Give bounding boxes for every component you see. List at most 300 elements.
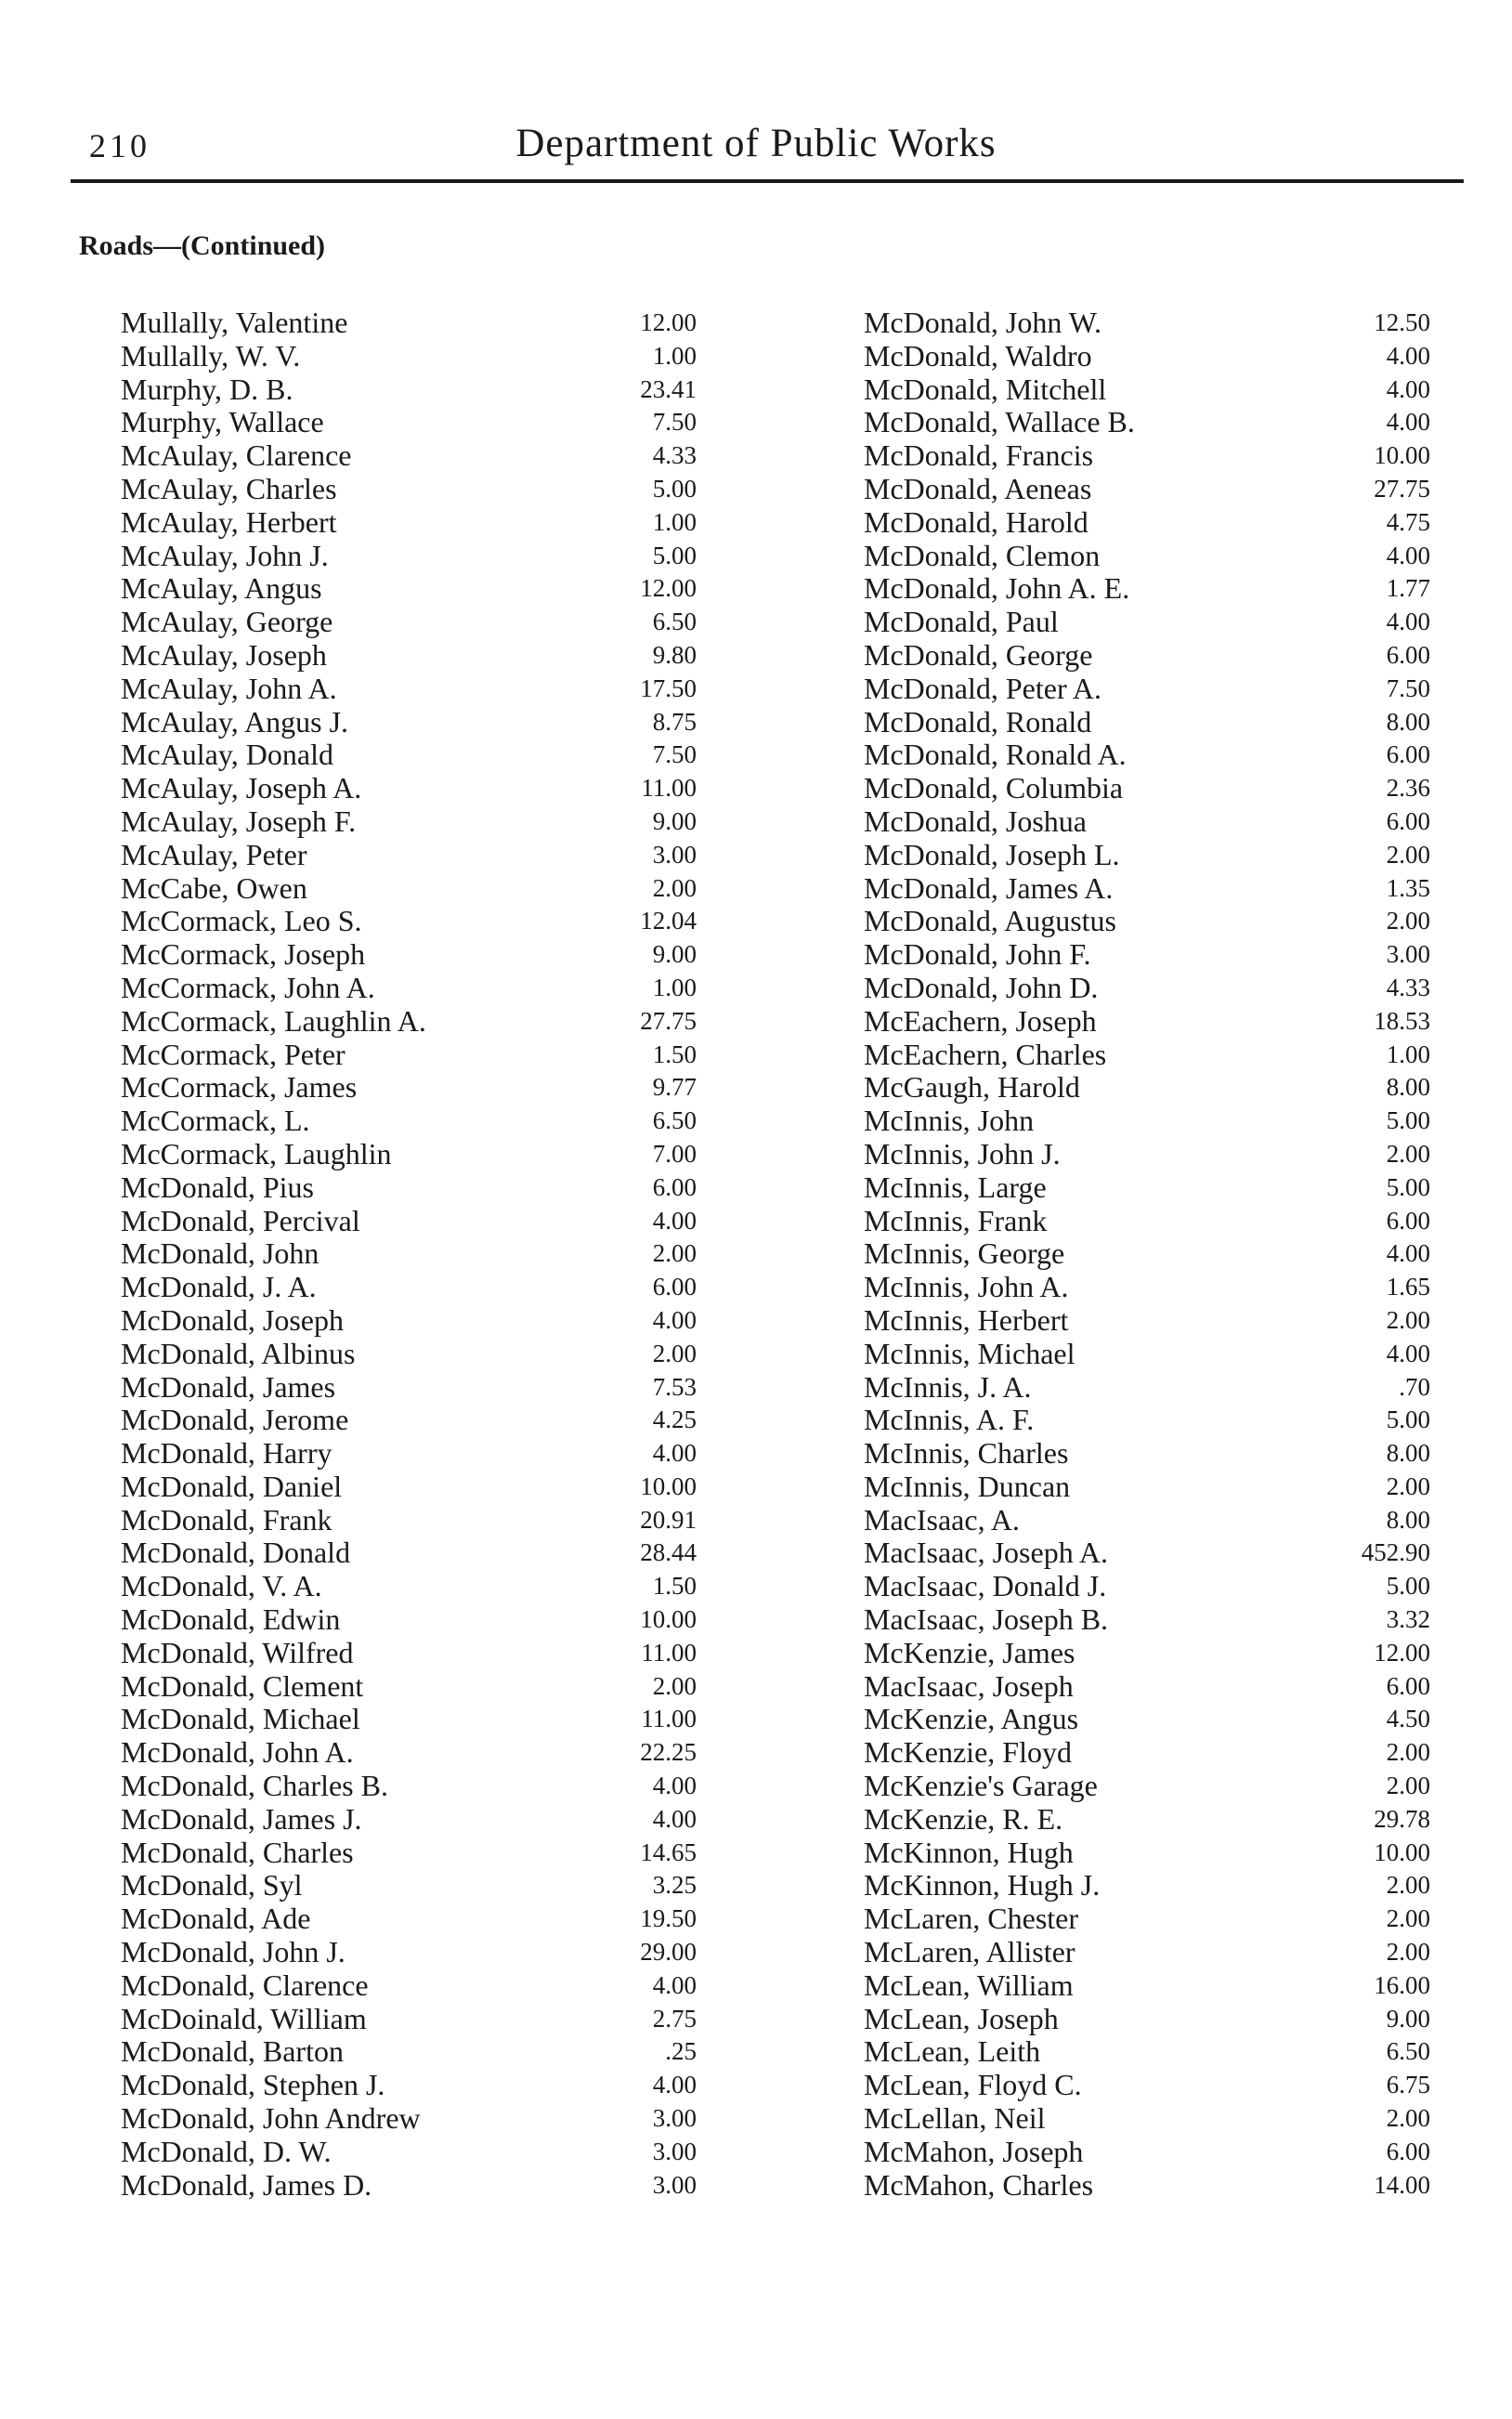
payee-name: McDonald, Charles xyxy=(121,1835,354,1869)
payment-amount: 4.00 xyxy=(652,2071,697,2099)
payee-name: Murphy, D. B. xyxy=(121,372,293,406)
payee-name: McEachern, Charles xyxy=(864,1037,1107,1071)
header-rule xyxy=(71,179,1464,183)
ledger-row xyxy=(121,1703,697,1736)
payment-amount: 4.00 xyxy=(652,1772,697,1800)
payment-amount: 4.50 xyxy=(1386,1705,1430,1733)
payment-amount: 18.53 xyxy=(1374,1006,1430,1035)
payee-name: McAulay, Peter xyxy=(121,837,307,871)
payment-amount: 2.75 xyxy=(652,2004,697,2033)
payment-amount: 7.50 xyxy=(652,740,697,769)
payee-name: McDonald, James xyxy=(121,1369,336,1404)
ledger-row xyxy=(864,1338,1430,1371)
payment-amount: 9.80 xyxy=(652,640,697,669)
payee-name: McDonald, Syl xyxy=(121,1868,303,1903)
payee-name: McDonald, Percival xyxy=(121,1203,360,1237)
payment-amount: 4.00 xyxy=(1386,408,1430,437)
ledger-row xyxy=(121,673,697,706)
left-column xyxy=(121,307,697,2202)
payment-amount: 6.00 xyxy=(1386,740,1430,769)
payment-amount: 10.00 xyxy=(640,1471,697,1500)
ledger-row xyxy=(864,307,1430,340)
payment-amount: 4.00 xyxy=(652,1206,697,1235)
payment-amount: 11.00 xyxy=(641,1638,697,1667)
ledger-row xyxy=(864,706,1430,739)
payee-name: McDonald, James J. xyxy=(121,1801,362,1836)
payee-name: McDonald, Pius xyxy=(121,1170,314,1204)
ledger-row xyxy=(864,2035,1430,2069)
payment-amount: 10.00 xyxy=(1374,441,1430,470)
ledger-row xyxy=(121,373,697,407)
ledger-row xyxy=(864,938,1430,972)
payee-name: McLaren, Chester xyxy=(864,1902,1079,1936)
payment-amount: 2.00 xyxy=(1386,2104,1430,2133)
ledger-row xyxy=(864,905,1430,938)
payment-amount: 3.00 xyxy=(652,840,697,869)
payee-name: McDonald, Joshua xyxy=(864,804,1087,838)
payee-name: McKinnon, Hugh xyxy=(864,1835,1074,1869)
payment-amount: 2.00 xyxy=(1386,1938,1430,1967)
payment-amount: 2.00 xyxy=(1386,907,1430,935)
payee-name: MacIsaac, Donald J. xyxy=(864,1569,1107,1603)
payee-name: McDonald, Paul xyxy=(864,605,1059,639)
payee-name: McLean, Leith xyxy=(864,2034,1041,2069)
ledger-row xyxy=(864,2003,1430,2036)
payment-amount: 7.50 xyxy=(1386,673,1430,702)
payment-amount: 2.00 xyxy=(1386,1904,1430,1933)
payment-amount: 3.00 xyxy=(652,2170,697,2199)
ledger-row xyxy=(121,639,697,673)
payee-name: McDonald, John A. xyxy=(121,1735,354,1770)
payee-name: McDonald, Ronald xyxy=(864,704,1092,739)
payment-amount: 1.77 xyxy=(1386,574,1430,603)
ledger-row xyxy=(864,1071,1430,1105)
payee-name: McDonald, Edwin xyxy=(121,1602,341,1637)
payment-amount: 6.00 xyxy=(1386,1206,1430,1235)
ledger-row xyxy=(864,739,1430,772)
ledger-row xyxy=(864,1969,1430,2003)
payment-amount: 7.50 xyxy=(652,408,697,437)
ledger-row xyxy=(121,872,697,906)
ledger-row xyxy=(121,1437,697,1471)
ledger-row xyxy=(121,2035,697,2069)
payee-name: McDonald, Clement xyxy=(121,1668,364,1703)
ledger-row xyxy=(121,1005,697,1039)
payment-amount: 6.00 xyxy=(1386,2137,1430,2165)
payee-name: McInnis, Charles xyxy=(864,1436,1069,1471)
payment-amount: 4.75 xyxy=(1386,507,1430,536)
payee-name: McDonald, Wallace B. xyxy=(864,405,1135,439)
payment-amount: 6.75 xyxy=(1386,2071,1430,2099)
ledger-row xyxy=(121,1304,697,1338)
ledger-row xyxy=(121,1338,697,1371)
payment-amount: 9.00 xyxy=(1386,2004,1430,2033)
payee-name: McAulay, Angus J. xyxy=(121,704,349,739)
ledger-row xyxy=(864,1603,1430,1637)
ledger-row xyxy=(121,938,697,972)
ledger-row xyxy=(121,1603,697,1637)
payment-amount: 3.32 xyxy=(1386,1605,1430,1634)
payment-amount: 3.00 xyxy=(652,2137,697,2165)
payment-amount: 9.00 xyxy=(652,940,697,969)
payment-amount: 2.00 xyxy=(1386,840,1430,869)
payee-name: McDonald, Francis xyxy=(864,438,1094,473)
ledger-row xyxy=(121,905,697,938)
payee-name: McDonald, Frank xyxy=(121,1502,332,1536)
ledger-row xyxy=(121,1837,697,1870)
ledger-row xyxy=(121,1670,697,1704)
ledger-row xyxy=(864,839,1430,872)
payment-amount: 4.00 xyxy=(1386,1339,1430,1367)
ledger-row xyxy=(864,1371,1430,1405)
payment-amount: 4.00 xyxy=(1386,374,1430,403)
payee-name: McInnis, A. F. xyxy=(864,1403,1035,1437)
payment-amount: 5.00 xyxy=(652,474,697,503)
ledger-row xyxy=(121,706,697,739)
payment-amount: 4.00 xyxy=(652,1439,697,1468)
payee-name: McKenzie, Angus xyxy=(864,1702,1079,1736)
ledger-row xyxy=(864,1936,1430,1969)
payment-amount: 8.00 xyxy=(1386,1505,1430,1534)
ledger-row xyxy=(121,1471,697,1504)
payee-name: McAulay, George xyxy=(121,605,333,639)
payee-name: McMahon, Joseph xyxy=(864,2134,1084,2168)
payment-amount: 2.00 xyxy=(652,873,697,902)
payee-name: McDonald, Waldro xyxy=(864,338,1092,373)
payment-amount: 3.25 xyxy=(652,1871,697,1900)
ledger-row xyxy=(121,1404,697,1437)
payee-name: McDonald, James A. xyxy=(864,870,1114,905)
payee-name: McKenzie, R. E. xyxy=(864,1801,1063,1836)
payee-name: McAulay, Angus xyxy=(121,571,322,606)
payment-amount: 8.00 xyxy=(1386,1073,1430,1102)
payment-amount: 5.00 xyxy=(652,541,697,569)
ledger-row xyxy=(864,1171,1430,1205)
ledger-row xyxy=(121,1271,697,1304)
ledger-row xyxy=(121,1770,697,1803)
payment-amount: 29.78 xyxy=(1374,1804,1430,1833)
ledger-row xyxy=(864,1471,1430,1504)
section-heading: Roads—(Continued) xyxy=(79,230,326,261)
payee-name: MacIsaac, A. xyxy=(864,1502,1020,1536)
payee-name: McDonald, John W. xyxy=(864,306,1101,339)
payment-amount: 19.50 xyxy=(640,1904,697,1933)
payment-amount: 12.00 xyxy=(640,574,697,603)
payee-name: McInnis, George xyxy=(864,1236,1065,1271)
payee-name: McInnis, Large xyxy=(864,1170,1047,1204)
ledger-row xyxy=(121,307,697,340)
ledger-row xyxy=(864,2169,1430,2203)
payment-amount: 5.00 xyxy=(1386,1572,1430,1601)
payee-name: McLaren, Allister xyxy=(864,1935,1075,1969)
ledger-row xyxy=(864,1637,1430,1670)
ledger-row xyxy=(864,2069,1430,2102)
payment-amount: 5.00 xyxy=(1386,1406,1430,1434)
payee-name: McCormack, Joseph xyxy=(121,937,366,972)
payee-name: McKenzie, James xyxy=(864,1635,1075,1669)
ledger-row xyxy=(864,1005,1430,1039)
ledger-row xyxy=(864,1770,1430,1803)
ledger-row xyxy=(121,972,697,1005)
payment-amount: 10.00 xyxy=(640,1605,697,1634)
payee-name: McDonald, John J. xyxy=(121,1935,345,1969)
ledger-row xyxy=(121,839,697,872)
payee-name: Mullally, Valentine xyxy=(121,306,348,339)
ledger-row xyxy=(864,1869,1430,1903)
payment-amount: 6.00 xyxy=(652,1273,697,1301)
payee-name: McLean, William xyxy=(864,1968,1074,2002)
ledger-row xyxy=(121,340,697,373)
payee-name: McDonald, Clemon xyxy=(864,538,1101,572)
payee-name: McInnis, Duncan xyxy=(864,1469,1071,1503)
payee-name: McLean, Floyd C. xyxy=(864,2068,1082,2102)
payment-amount: 16.00 xyxy=(1374,1970,1430,1999)
payment-amount: 22.25 xyxy=(640,1738,697,1767)
payment-amount: 1.50 xyxy=(652,1572,697,1601)
payee-name: McInnis, John A. xyxy=(864,1270,1069,1304)
payment-amount: 4.00 xyxy=(1386,541,1430,569)
ledger-row xyxy=(864,1039,1430,1072)
payment-amount: 1.35 xyxy=(1386,873,1430,902)
payment-amount: 12.04 xyxy=(640,907,697,935)
payment-amount: 6.50 xyxy=(652,608,697,636)
payee-name: McCormack, James xyxy=(121,1070,358,1105)
payee-name: McAulay, Clarence xyxy=(121,438,352,473)
payment-amount: 6.00 xyxy=(1386,640,1430,669)
payment-amount: 27.75 xyxy=(640,1006,697,1035)
payee-name: McInnis, John xyxy=(864,1104,1035,1138)
payee-name: McInnis, Michael xyxy=(864,1336,1075,1370)
payment-amount: 11.00 xyxy=(641,1705,697,1733)
payment-amount: 4.00 xyxy=(652,1804,697,1833)
ledger-row xyxy=(864,639,1430,673)
ledger-row xyxy=(864,340,1430,373)
payee-name: McDonald, John xyxy=(121,1236,319,1271)
ledger-row xyxy=(864,1237,1430,1271)
payment-amount: 7.00 xyxy=(652,1139,697,1168)
ledger-row xyxy=(864,439,1430,473)
ledger-row xyxy=(864,2102,1430,2136)
payee-name: McDonald, John D. xyxy=(864,970,1099,1004)
ledger-row xyxy=(121,1504,697,1537)
payment-amount: 20.91 xyxy=(640,1505,697,1534)
payee-name: McDonald, James D. xyxy=(121,2167,372,2202)
payment-amount: 2.00 xyxy=(652,1339,697,1367)
payment-amount: 4.00 xyxy=(652,1970,697,1999)
payee-name: McDonald, Albinus xyxy=(121,1336,356,1370)
payment-amount: 12.00 xyxy=(1374,1638,1430,1667)
payee-name: McDonald, Daniel xyxy=(121,1469,343,1503)
payment-amount: 10.00 xyxy=(1374,1837,1430,1866)
ledger-row xyxy=(864,1105,1430,1138)
payee-name: MacIsaac, Joseph B. xyxy=(864,1602,1109,1637)
payment-amount: 2.00 xyxy=(1386,1871,1430,1900)
payment-amount: 14.65 xyxy=(640,1837,697,1866)
ledger-row xyxy=(864,673,1430,706)
ledger-row xyxy=(864,1504,1430,1537)
ledger-row xyxy=(121,1969,697,2003)
ledger-row xyxy=(864,1404,1430,1437)
payee-name: McKinnon, Hugh J. xyxy=(864,1868,1101,1903)
payment-amount: 8.75 xyxy=(652,707,697,736)
payment-amount: .25 xyxy=(665,2037,697,2066)
payee-name: McAulay, Joseph F. xyxy=(121,804,357,838)
ledger-row xyxy=(121,1803,697,1837)
ledger-row xyxy=(121,2136,697,2169)
payment-amount: 1.00 xyxy=(652,341,697,370)
payment-amount: 28.44 xyxy=(640,1538,697,1567)
payment-amount: 7.53 xyxy=(652,1372,697,1401)
payment-amount: 3.00 xyxy=(1386,940,1430,969)
ledger-row xyxy=(121,772,697,805)
payee-name: McDonald, Stephen J. xyxy=(121,2068,385,2102)
payee-name: McCabe, Owen xyxy=(121,870,307,905)
payee-name: McCormack, Laughlin A. xyxy=(121,1003,426,1038)
payment-amount: 4.00 xyxy=(1386,341,1430,370)
payment-amount: 12.00 xyxy=(640,308,697,336)
payment-amount: 4.00 xyxy=(652,1305,697,1334)
payee-name: McInnis, Frank xyxy=(864,1203,1048,1237)
payment-amount: 6.00 xyxy=(652,1172,697,1201)
ledger-row xyxy=(864,1205,1430,1238)
ledger-row xyxy=(121,1536,697,1570)
payment-amount: 452.90 xyxy=(1361,1538,1430,1567)
payment-amount: 2.00 xyxy=(1386,1738,1430,1767)
payment-amount: 2.00 xyxy=(652,1671,697,1700)
ledger-row xyxy=(864,1304,1430,1338)
payee-name: McLellan, Neil xyxy=(864,2101,1046,2136)
payment-amount: 1.65 xyxy=(1386,1273,1430,1301)
ledger-row xyxy=(864,1903,1430,1936)
ledger-row xyxy=(864,406,1430,439)
payment-amount: 2.00 xyxy=(1386,1471,1430,1500)
ledger-row xyxy=(864,1570,1430,1603)
ledger-row xyxy=(121,1071,697,1105)
payee-name: McGaugh, Harold xyxy=(864,1070,1080,1105)
payee-name: McDonald, Augustus xyxy=(864,904,1116,938)
ledger-row xyxy=(864,1670,1430,1704)
payee-name: McDonald, John A. E. xyxy=(864,571,1130,606)
ledger-row xyxy=(864,606,1430,639)
payee-name: McDonald, John Andrew xyxy=(121,2101,421,2136)
payment-amount: 14.00 xyxy=(1374,2170,1430,2199)
ledger-row xyxy=(121,1570,697,1603)
payee-name: McDonald, Clarence xyxy=(121,1968,369,2002)
ledger-row xyxy=(864,1703,1430,1736)
ledger-row xyxy=(121,1371,697,1405)
ledger-row xyxy=(121,1637,697,1670)
payment-amount: 11.00 xyxy=(641,774,697,803)
payee-name: McCormack, John A. xyxy=(121,970,375,1004)
payee-name: McInnis, John J. xyxy=(864,1136,1061,1170)
ledger-row xyxy=(864,772,1430,805)
payment-amount: 2.00 xyxy=(652,1239,697,1268)
payee-name: McAulay, Joseph A. xyxy=(121,771,362,805)
payee-name: McDonald, Michael xyxy=(121,1702,360,1736)
payment-amount: 4.00 xyxy=(1386,1239,1430,1268)
ledger-row xyxy=(864,972,1430,1005)
payment-amount: 5.00 xyxy=(1386,1172,1430,1201)
payee-name: McDoinald, William xyxy=(121,2001,367,2035)
payee-name: McDonald, Donald xyxy=(121,1536,351,1570)
payment-amount: 1.00 xyxy=(652,507,697,536)
payee-name: McInnis, Herbert xyxy=(864,1302,1069,1337)
payee-name: McKenzie's Garage xyxy=(864,1769,1098,1803)
payment-amount: 2.00 xyxy=(1386,1139,1430,1168)
ledger-row xyxy=(121,572,697,606)
payee-name: McDonald, Harold xyxy=(864,504,1088,539)
ledger-row xyxy=(121,1903,697,1936)
ledger-row xyxy=(121,1138,697,1171)
ledger-row xyxy=(121,1205,697,1238)
payee-name: McDonald, Peter A. xyxy=(864,671,1101,705)
ledger-row xyxy=(121,540,697,573)
ledger-row xyxy=(121,739,697,772)
payee-name: McDonald, D. W. xyxy=(121,2134,332,2168)
ledger-row xyxy=(121,473,697,506)
payee-name: McDonald, J. A. xyxy=(121,1270,317,1304)
ledger-row xyxy=(864,473,1430,506)
payment-amount: 4.33 xyxy=(652,441,697,470)
ledger-row xyxy=(121,2069,697,2102)
payment-amount: 4.25 xyxy=(652,1406,697,1434)
payee-name: McLean, Joseph xyxy=(864,2001,1059,2035)
payment-amount: 6.50 xyxy=(652,1106,697,1135)
ledger-row xyxy=(864,1803,1430,1837)
payment-amount: 2.00 xyxy=(1386,1772,1430,1800)
payment-amount: 4.00 xyxy=(1386,608,1430,636)
ledger-row xyxy=(864,805,1430,839)
payment-amount: 9.00 xyxy=(652,806,697,835)
payee-name: McDonald, Harry xyxy=(121,1436,332,1471)
payee-name: Murphy, Wallace xyxy=(121,405,324,439)
payment-amount: 1.50 xyxy=(652,1040,697,1068)
ledger-row xyxy=(121,439,697,473)
ledger-row xyxy=(121,2169,697,2203)
ledger-row xyxy=(864,1736,1430,1770)
payee-name: McDonald, V. A. xyxy=(121,1569,322,1603)
ledger-row xyxy=(864,572,1430,606)
payee-name: McCormack, L. xyxy=(121,1104,310,1138)
payee-name: McDonald, Joseph xyxy=(121,1302,344,1337)
ledger-row xyxy=(864,1536,1430,1570)
payee-name: McDonald, Jerome xyxy=(121,1403,349,1437)
payment-amount: 6.00 xyxy=(1386,1671,1430,1700)
ledger-row xyxy=(121,506,697,540)
ledger-row xyxy=(864,2136,1430,2169)
payee-name: MacIsaac, Joseph xyxy=(864,1668,1074,1703)
payee-name: McDonald, Ade xyxy=(121,1902,311,1936)
payee-name: McAulay, John J. xyxy=(121,538,329,572)
payment-amount: 23.41 xyxy=(640,374,697,403)
payment-amount: 27.75 xyxy=(1374,474,1430,503)
ledger-row xyxy=(864,540,1430,573)
ledger-row xyxy=(864,373,1430,407)
payee-name: McAulay, Donald xyxy=(121,738,333,772)
payee-name: McDonald, Wilfred xyxy=(121,1635,354,1669)
ledger-row xyxy=(121,406,697,439)
payee-name: McDonald, Ronald A. xyxy=(864,738,1127,772)
ledger-row xyxy=(121,606,697,639)
payee-name: MacIsaac, Joseph A. xyxy=(864,1536,1109,1570)
ledger-row xyxy=(121,1736,697,1770)
payee-name: McEachern, Joseph xyxy=(864,1003,1097,1038)
right-column xyxy=(864,307,1430,2202)
payee-name: McDonald, Barton xyxy=(121,2034,344,2069)
ledger-row xyxy=(864,1271,1430,1304)
ledger-row xyxy=(121,2102,697,2136)
payee-name: McKenzie, Floyd xyxy=(864,1735,1072,1770)
